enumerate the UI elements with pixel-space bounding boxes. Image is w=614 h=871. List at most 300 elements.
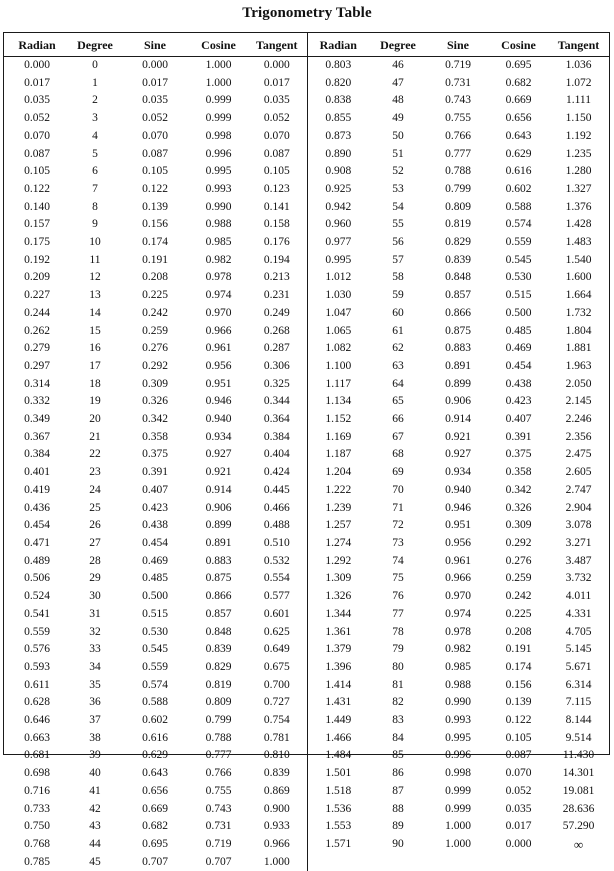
cell-cosine-right: 0.087 bbox=[489, 747, 548, 765]
cell-tangent-right: 1.664 bbox=[548, 287, 609, 305]
cell-degree-right: 47 bbox=[369, 75, 427, 93]
cell-radian-left: 0.262 bbox=[4, 323, 70, 341]
cell-cosine-left: 0.766 bbox=[190, 765, 247, 783]
cell-cosine-left: 0.956 bbox=[190, 358, 247, 376]
cell-sine-right: 0.996 bbox=[427, 747, 489, 765]
cell-sine-left: 0.070 bbox=[120, 128, 190, 146]
cell-tangent-right: 4.331 bbox=[548, 606, 609, 624]
cell-radian-left: 0.576 bbox=[4, 641, 70, 659]
cell-radian-left: 0.367 bbox=[4, 429, 70, 447]
cell-cosine-right: 0.342 bbox=[489, 482, 548, 500]
table-row bbox=[4, 765, 609, 783]
cell-sine-right bbox=[427, 854, 489, 871]
cell-tangent-left: 0.424 bbox=[247, 464, 307, 482]
cell-degree-right: 83 bbox=[369, 712, 427, 730]
cell-sine-right: 0.956 bbox=[427, 535, 489, 553]
cell-tangent-right: 5.145 bbox=[548, 641, 609, 659]
cell-radian-left: 0.192 bbox=[4, 252, 70, 270]
cell-tangent-left: 0.488 bbox=[247, 517, 307, 535]
cell-radian-right: 1.309 bbox=[307, 570, 369, 588]
cell-tangent-right: 2.475 bbox=[548, 446, 609, 464]
cell-radian-right: 1.361 bbox=[307, 624, 369, 642]
cell-cosine-left: 0.857 bbox=[190, 606, 247, 624]
cell-cosine-left: 0.799 bbox=[190, 712, 247, 730]
cell-cosine-left: 0.731 bbox=[190, 818, 247, 836]
cell-degree-left: 20 bbox=[70, 411, 120, 429]
cell-radian-left: 0.157 bbox=[4, 216, 70, 234]
cell-tangent-right: 28.636 bbox=[548, 801, 609, 819]
table-row bbox=[4, 199, 609, 217]
cell-radian-left: 0.524 bbox=[4, 588, 70, 606]
cell-degree-right: 60 bbox=[369, 305, 427, 323]
header-tangent-right: Tangent bbox=[548, 33, 609, 57]
cell-tangent-left: 0.754 bbox=[247, 712, 307, 730]
cell-sine-left: 0.391 bbox=[120, 464, 190, 482]
cell-radian-left: 0.000 bbox=[4, 57, 70, 75]
cell-degree-right: 56 bbox=[369, 234, 427, 252]
cell-degree-right: 75 bbox=[369, 570, 427, 588]
cell-sine-left: 0.629 bbox=[120, 747, 190, 765]
cell-tangent-left: 0.123 bbox=[247, 181, 307, 199]
cell-cosine-left: 0.966 bbox=[190, 323, 247, 341]
cell-cosine-left: 0.990 bbox=[190, 199, 247, 217]
cell-radian-left: 0.663 bbox=[4, 730, 70, 748]
cell-radian-right: 0.995 bbox=[307, 252, 369, 270]
cell-tangent-left: 0.344 bbox=[247, 393, 307, 411]
cell-cosine-left: 0.743 bbox=[190, 801, 247, 819]
cell-sine-left: 0.208 bbox=[120, 269, 190, 287]
table-row bbox=[4, 818, 609, 836]
cell-radian-left: 0.454 bbox=[4, 517, 70, 535]
cell-tangent-right: 1.732 bbox=[548, 305, 609, 323]
header-radian-right: Radian bbox=[307, 33, 369, 57]
cell-radian-left: 0.244 bbox=[4, 305, 70, 323]
cell-degree-left: 28 bbox=[70, 553, 120, 571]
cell-radian-right: 0.977 bbox=[307, 234, 369, 252]
cell-cosine-left: 0.906 bbox=[190, 500, 247, 518]
cell-cosine-right: 0.139 bbox=[489, 694, 548, 712]
cell-radian-left: 0.681 bbox=[4, 747, 70, 765]
cell-degree-left: 30 bbox=[70, 588, 120, 606]
cell-sine-left: 0.375 bbox=[120, 446, 190, 464]
table-row bbox=[4, 181, 609, 199]
cell-radian-right: 1.030 bbox=[307, 287, 369, 305]
cell-degree-right: 69 bbox=[369, 464, 427, 482]
cell-degree-right bbox=[369, 854, 427, 871]
cell-degree-left: 2 bbox=[70, 92, 120, 110]
cell-sine-left: 0.574 bbox=[120, 677, 190, 695]
cell-radian-left: 0.017 bbox=[4, 75, 70, 93]
cell-degree-right: 86 bbox=[369, 765, 427, 783]
cell-tangent-left: 0.445 bbox=[247, 482, 307, 500]
table-row bbox=[4, 146, 609, 164]
cell-degree-right: 73 bbox=[369, 535, 427, 553]
cell-radian-left: 0.698 bbox=[4, 765, 70, 783]
cell-cosine-right: 0.602 bbox=[489, 181, 548, 199]
cell-tangent-right: 1.881 bbox=[548, 340, 609, 358]
cell-radian-left: 0.646 bbox=[4, 712, 70, 730]
cell-radian-left: 0.384 bbox=[4, 446, 70, 464]
cell-radian-left: 0.401 bbox=[4, 464, 70, 482]
cell-radian-right: 1.571 bbox=[307, 836, 369, 854]
cell-sine-right: 0.951 bbox=[427, 517, 489, 535]
cell-degree-right: 63 bbox=[369, 358, 427, 376]
cell-degree-left: 18 bbox=[70, 376, 120, 394]
cell-radian-left: 0.122 bbox=[4, 181, 70, 199]
table-row bbox=[4, 624, 609, 642]
cell-cosine-right: 0.326 bbox=[489, 500, 548, 518]
cell-tangent-left: 0.933 bbox=[247, 818, 307, 836]
cell-tangent-left: 0.675 bbox=[247, 659, 307, 677]
cell-degree-right: 46 bbox=[369, 57, 427, 75]
table-row bbox=[4, 323, 609, 341]
cell-sine-right: 0.974 bbox=[427, 606, 489, 624]
cell-radian-right: 1.169 bbox=[307, 429, 369, 447]
cell-tangent-left: 0.325 bbox=[247, 376, 307, 394]
cell-cosine-right: 0.035 bbox=[489, 801, 548, 819]
cell-radian-left: 0.489 bbox=[4, 553, 70, 571]
cell-cosine-right: 0.643 bbox=[489, 128, 548, 146]
cell-cosine-right: 0.559 bbox=[489, 234, 548, 252]
cell-radian-left: 0.733 bbox=[4, 801, 70, 819]
cell-sine-left: 0.156 bbox=[120, 216, 190, 234]
cell-radian-left: 0.541 bbox=[4, 606, 70, 624]
cell-sine-left: 0.616 bbox=[120, 730, 190, 748]
cell-radian-left: 0.768 bbox=[4, 836, 70, 854]
cell-degree-left: 32 bbox=[70, 624, 120, 642]
cell-radian-right: 0.890 bbox=[307, 146, 369, 164]
cell-tangent-right: 14.301 bbox=[548, 765, 609, 783]
cell-cosine-left: 0.970 bbox=[190, 305, 247, 323]
cell-cosine-left: 0.899 bbox=[190, 517, 247, 535]
cell-sine-left: 0.342 bbox=[120, 411, 190, 429]
header-radian-left: Radian bbox=[4, 33, 70, 57]
cell-cosine-left: 0.707 bbox=[190, 854, 247, 871]
cell-tangent-left: 0.700 bbox=[247, 677, 307, 695]
header-tangent-left: Tangent bbox=[247, 33, 307, 57]
cell-degree-right: 66 bbox=[369, 411, 427, 429]
cell-degree-right: 53 bbox=[369, 181, 427, 199]
cell-sine-right: 1.000 bbox=[427, 818, 489, 836]
cell-radian-right: 0.873 bbox=[307, 128, 369, 146]
cell-tangent-left: 1.000 bbox=[247, 854, 307, 871]
cell-sine-left: 0.052 bbox=[120, 110, 190, 128]
table-row bbox=[4, 429, 609, 447]
cell-degree-left: 26 bbox=[70, 517, 120, 535]
cell-tangent-right: 4.011 bbox=[548, 588, 609, 606]
cell-radian-right: 1.065 bbox=[307, 323, 369, 341]
cell-degree-left: 14 bbox=[70, 305, 120, 323]
cell-cosine-right: 0.375 bbox=[489, 446, 548, 464]
cell-tangent-left: 0.577 bbox=[247, 588, 307, 606]
table-row bbox=[4, 305, 609, 323]
cell-sine-right: 0.914 bbox=[427, 411, 489, 429]
cell-tangent-left: 0.105 bbox=[247, 163, 307, 181]
table-row bbox=[4, 659, 609, 677]
cell-degree-left: 34 bbox=[70, 659, 120, 677]
cell-degree-left: 3 bbox=[70, 110, 120, 128]
cell-cosine-right: 0.208 bbox=[489, 624, 548, 642]
cell-degree-right: 81 bbox=[369, 677, 427, 695]
cell-tangent-right: 1.280 bbox=[548, 163, 609, 181]
cell-degree-right: 55 bbox=[369, 216, 427, 234]
cell-degree-right: 48 bbox=[369, 92, 427, 110]
cell-radian-right: 1.379 bbox=[307, 641, 369, 659]
cell-radian-right: 0.803 bbox=[307, 57, 369, 75]
cell-radian-left: 0.716 bbox=[4, 783, 70, 801]
cell-sine-left: 0.174 bbox=[120, 234, 190, 252]
cell-degree-right: 50 bbox=[369, 128, 427, 146]
cell-sine-right: 0.934 bbox=[427, 464, 489, 482]
cell-cosine-left: 1.000 bbox=[190, 75, 247, 93]
trig-table-frame bbox=[3, 32, 610, 755]
cell-cosine-right: 0.574 bbox=[489, 216, 548, 234]
cell-sine-right: 0.829 bbox=[427, 234, 489, 252]
table-row bbox=[4, 553, 609, 571]
cell-degree-right: 51 bbox=[369, 146, 427, 164]
cell-sine-left: 0.656 bbox=[120, 783, 190, 801]
cell-tangent-right: 2.904 bbox=[548, 500, 609, 518]
cell-degree-right: 88 bbox=[369, 801, 427, 819]
cell-degree-right: 71 bbox=[369, 500, 427, 518]
cell-degree-left: 31 bbox=[70, 606, 120, 624]
cell-radian-left: 0.105 bbox=[4, 163, 70, 181]
cell-sine-right: 0.875 bbox=[427, 323, 489, 341]
table-row bbox=[4, 110, 609, 128]
cell-tangent-left: 0.231 bbox=[247, 287, 307, 305]
cell-cosine-right: 0.423 bbox=[489, 393, 548, 411]
cell-sine-right: 1.000 bbox=[427, 836, 489, 854]
cell-tangent-right: 57.290 bbox=[548, 818, 609, 836]
cell-cosine-left: 0.951 bbox=[190, 376, 247, 394]
cell-cosine-left: 0.927 bbox=[190, 446, 247, 464]
cell-sine-left: 0.000 bbox=[120, 57, 190, 75]
cell-sine-left: 0.695 bbox=[120, 836, 190, 854]
cell-tangent-left: 0.158 bbox=[247, 216, 307, 234]
cell-cosine-right: 0.242 bbox=[489, 588, 548, 606]
table-row bbox=[4, 57, 609, 75]
cell-radian-right: 1.239 bbox=[307, 500, 369, 518]
cell-radian-right: 1.484 bbox=[307, 747, 369, 765]
table-row bbox=[4, 464, 609, 482]
cell-cosine-right: 0.000 bbox=[489, 836, 548, 854]
cell-sine-right: 0.982 bbox=[427, 641, 489, 659]
cell-cosine-left: 0.839 bbox=[190, 641, 247, 659]
cell-cosine-left: 0.996 bbox=[190, 146, 247, 164]
cell-radian-left: 0.611 bbox=[4, 677, 70, 695]
cell-sine-left: 0.485 bbox=[120, 570, 190, 588]
cell-degree-left: 37 bbox=[70, 712, 120, 730]
cell-radian-left: 0.087 bbox=[4, 146, 70, 164]
cell-degree-left: 9 bbox=[70, 216, 120, 234]
cell-tangent-right: 1.327 bbox=[548, 181, 609, 199]
header-sine-left: Sine bbox=[120, 33, 190, 57]
cell-sine-left: 0.530 bbox=[120, 624, 190, 642]
cell-tangent-left: 0.781 bbox=[247, 730, 307, 748]
cell-degree-right: 52 bbox=[369, 163, 427, 181]
cell-tangent-right: 7.115 bbox=[548, 694, 609, 712]
cell-radian-right: 1.518 bbox=[307, 783, 369, 801]
cell-degree-right: 76 bbox=[369, 588, 427, 606]
cell-tangent-right: 1.036 bbox=[548, 57, 609, 75]
table-row bbox=[4, 854, 609, 871]
cell-sine-right: 0.891 bbox=[427, 358, 489, 376]
cell-sine-left: 0.225 bbox=[120, 287, 190, 305]
cell-tangent-right: 1.235 bbox=[548, 146, 609, 164]
cell-sine-left: 0.309 bbox=[120, 376, 190, 394]
table-row bbox=[4, 287, 609, 305]
cell-cosine-right: 0.629 bbox=[489, 146, 548, 164]
cell-cosine-right: 0.259 bbox=[489, 570, 548, 588]
cell-cosine-right: 0.515 bbox=[489, 287, 548, 305]
cell-degree-right: 74 bbox=[369, 553, 427, 571]
table-row bbox=[4, 783, 609, 801]
cell-tangent-right: 9.514 bbox=[548, 730, 609, 748]
cell-radian-right: 1.134 bbox=[307, 393, 369, 411]
cell-sine-right: 0.985 bbox=[427, 659, 489, 677]
cell-cosine-left: 0.974 bbox=[190, 287, 247, 305]
cell-radian-right: 1.222 bbox=[307, 482, 369, 500]
cell-cosine-left: 0.982 bbox=[190, 252, 247, 270]
cell-radian-left: 0.140 bbox=[4, 199, 70, 217]
cell-radian-left: 0.332 bbox=[4, 393, 70, 411]
cell-radian-left: 0.471 bbox=[4, 535, 70, 553]
cell-sine-left: 0.122 bbox=[120, 181, 190, 199]
cell-degree-left: 44 bbox=[70, 836, 120, 854]
cell-cosine-right: 0.438 bbox=[489, 376, 548, 394]
header-sine-right: Sine bbox=[427, 33, 489, 57]
cell-tangent-left: 0.141 bbox=[247, 199, 307, 217]
cell-sine-right: 0.743 bbox=[427, 92, 489, 110]
cell-degree-left: 29 bbox=[70, 570, 120, 588]
cell-tangent-left: 0.194 bbox=[247, 252, 307, 270]
table-row bbox=[4, 269, 609, 287]
cell-radian-right: 1.466 bbox=[307, 730, 369, 748]
cell-cosine-left: 0.848 bbox=[190, 624, 247, 642]
table-row bbox=[4, 641, 609, 659]
cell-sine-left: 0.454 bbox=[120, 535, 190, 553]
cell-cosine-left: 0.719 bbox=[190, 836, 247, 854]
cell-tangent-left: 0.625 bbox=[247, 624, 307, 642]
cell-sine-left: 0.326 bbox=[120, 393, 190, 411]
cell-cosine-left: 0.829 bbox=[190, 659, 247, 677]
cell-tangent-left: 0.306 bbox=[247, 358, 307, 376]
header-cosine-right: Cosine bbox=[489, 33, 548, 57]
cell-tangent-right: 3.271 bbox=[548, 535, 609, 553]
cell-degree-right: 87 bbox=[369, 783, 427, 801]
table-row bbox=[4, 730, 609, 748]
cell-tangent-left: 0.727 bbox=[247, 694, 307, 712]
cell-sine-right: 0.990 bbox=[427, 694, 489, 712]
header-degree-left: Degree bbox=[70, 33, 120, 57]
cell-sine-right: 0.788 bbox=[427, 163, 489, 181]
cell-sine-left: 0.276 bbox=[120, 340, 190, 358]
cell-cosine-left: 0.921 bbox=[190, 464, 247, 482]
cell-cosine-right: 0.174 bbox=[489, 659, 548, 677]
cell-sine-right: 0.999 bbox=[427, 801, 489, 819]
cell-tangent-right: 1.483 bbox=[548, 234, 609, 252]
cell-degree-left: 25 bbox=[70, 500, 120, 518]
cell-tangent-left: 0.035 bbox=[247, 92, 307, 110]
cell-radian-left: 0.506 bbox=[4, 570, 70, 588]
cell-tangent-right: 1.428 bbox=[548, 216, 609, 234]
cell-degree-right: 84 bbox=[369, 730, 427, 748]
cell-degree-left: 40 bbox=[70, 765, 120, 783]
cell-radian-right: 1.326 bbox=[307, 588, 369, 606]
cell-tangent-left: 0.810 bbox=[247, 747, 307, 765]
cell-cosine-right: 0.017 bbox=[489, 818, 548, 836]
cell-tangent-left: 0.268 bbox=[247, 323, 307, 341]
cell-degree-left: 15 bbox=[70, 323, 120, 341]
cell-degree-left: 41 bbox=[70, 783, 120, 801]
cell-sine-right: 0.899 bbox=[427, 376, 489, 394]
cell-degree-left: 11 bbox=[70, 252, 120, 270]
table-row bbox=[4, 340, 609, 358]
cell-cosine-left: 0.755 bbox=[190, 783, 247, 801]
cell-degree-left: 38 bbox=[70, 730, 120, 748]
cell-cosine-left: 0.875 bbox=[190, 570, 247, 588]
cell-sine-right: 0.940 bbox=[427, 482, 489, 500]
cell-sine-right: 0.961 bbox=[427, 553, 489, 571]
cell-sine-right: 0.906 bbox=[427, 393, 489, 411]
cell-sine-right: 0.946 bbox=[427, 500, 489, 518]
cell-tangent-right: 3.487 bbox=[548, 553, 609, 571]
cell-radian-right: 1.536 bbox=[307, 801, 369, 819]
cell-radian-left: 0.279 bbox=[4, 340, 70, 358]
cell-sine-left: 0.035 bbox=[120, 92, 190, 110]
cell-tangent-right bbox=[548, 854, 609, 871]
cell-tangent-right: 4.705 bbox=[548, 624, 609, 642]
cell-cosine-left: 0.985 bbox=[190, 234, 247, 252]
cell-tangent-left: 0.532 bbox=[247, 553, 307, 571]
cell-degree-right: 89 bbox=[369, 818, 427, 836]
cell-cosine-right: 0.292 bbox=[489, 535, 548, 553]
table-row bbox=[4, 75, 609, 93]
cell-degree-left: 6 bbox=[70, 163, 120, 181]
cell-sine-left: 0.191 bbox=[120, 252, 190, 270]
cell-degree-left: 45 bbox=[70, 854, 120, 871]
cell-sine-right: 0.921 bbox=[427, 429, 489, 447]
cell-degree-left: 19 bbox=[70, 393, 120, 411]
cell-sine-left: 0.423 bbox=[120, 500, 190, 518]
cell-radian-right: 0.942 bbox=[307, 199, 369, 217]
cell-degree-right: 70 bbox=[369, 482, 427, 500]
cell-cosine-right: 0.616 bbox=[489, 163, 548, 181]
cell-degree-left: 23 bbox=[70, 464, 120, 482]
cell-cosine-right: 0.052 bbox=[489, 783, 548, 801]
cell-sine-left: 0.669 bbox=[120, 801, 190, 819]
cell-radian-left: 0.314 bbox=[4, 376, 70, 394]
cell-sine-right: 0.883 bbox=[427, 340, 489, 358]
cell-sine-right: 0.966 bbox=[427, 570, 489, 588]
cell-sine-left: 0.259 bbox=[120, 323, 190, 341]
cell-tangent-left: 0.649 bbox=[247, 641, 307, 659]
cell-radian-right: 0.908 bbox=[307, 163, 369, 181]
cell-cosine-left: 1.000 bbox=[190, 57, 247, 75]
cell-radian-left: 0.419 bbox=[4, 482, 70, 500]
cell-cosine-left: 0.995 bbox=[190, 163, 247, 181]
cell-tangent-left: 0.213 bbox=[247, 269, 307, 287]
cell-cosine-right: 0.391 bbox=[489, 429, 548, 447]
cell-tangent-left: 0.017 bbox=[247, 75, 307, 93]
cell-degree-left: 0 bbox=[70, 57, 120, 75]
cell-sine-right: 0.857 bbox=[427, 287, 489, 305]
cell-degree-right: 85 bbox=[369, 747, 427, 765]
cell-radian-right: 1.274 bbox=[307, 535, 369, 553]
cell-radian-right: 1.257 bbox=[307, 517, 369, 535]
table-row bbox=[4, 606, 609, 624]
cell-cosine-right: 0.105 bbox=[489, 730, 548, 748]
